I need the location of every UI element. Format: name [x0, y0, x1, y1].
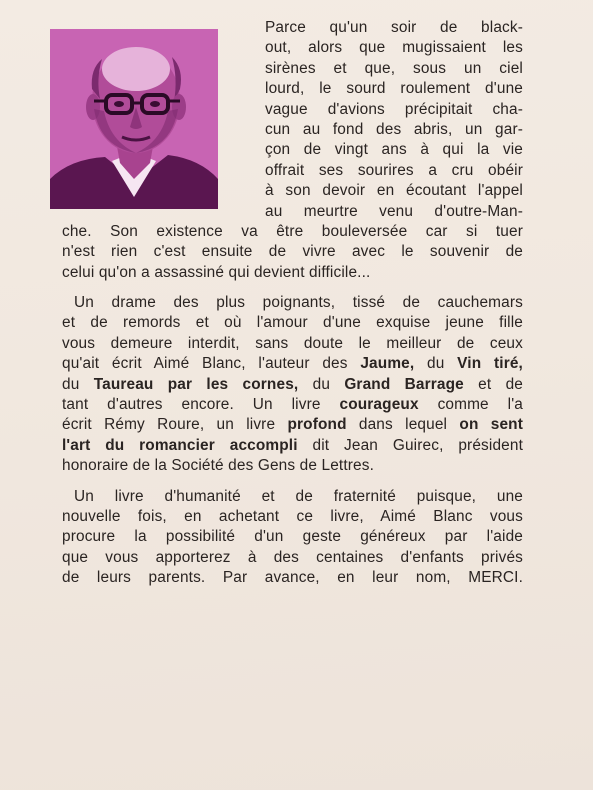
- text-line: honoraire de la Société des Gens de Lettres.: [62, 457, 375, 475]
- text-run: du: [298, 375, 345, 393]
- bold-courageux: courageux: [339, 396, 419, 414]
- paragraph-gap: [62, 283, 523, 293]
- text-run: comme l'a: [437, 396, 524, 414]
- paragraph-gap: [62, 477, 523, 487]
- text-run: dans lequel: [346, 416, 460, 434]
- bold-art-du-romancier: l'art du romancier accompli: [62, 436, 298, 454]
- text-line: que vous apporterez à des centaines d'enfants privés: [62, 548, 523, 566]
- text-line: Un drame des plus poignants, tissé de cauchemars: [74, 294, 523, 312]
- text-line: out, alors que mugissaient les: [265, 39, 523, 57]
- text-line: celui qu'on a assassiné qui devient difficile...: [62, 263, 371, 281]
- text-line: au meurtre venu d'outre-Man-: [265, 202, 523, 220]
- text-line: [62, 436, 523, 456]
- book-title-vin-tire: Vin tiré,: [457, 355, 523, 373]
- book-title-taureau: Taureau par les cornes,: [93, 375, 299, 393]
- text-line: de leurs parents. Par avance, en leur nom, MERCI.: [62, 569, 523, 587]
- text-line: lourd, le sourd roulement d'une: [265, 80, 523, 98]
- text-run: tant d'autres encore. Un livre: [62, 396, 321, 414]
- bold-profond: profond: [287, 416, 347, 434]
- text-run: dit Jean Guirec, président: [297, 436, 523, 454]
- text-line: Un livre d'humanité et de fraternité puisque, une: [74, 487, 523, 505]
- text-line: offrait ses sourires a cru obéir: [265, 161, 523, 179]
- text-line: [62, 375, 523, 395]
- text-run: du: [414, 355, 458, 373]
- text-line: et de remords et où l'amour d'une exquise jeune fille: [62, 314, 523, 332]
- text-run: qu'ait écrit Aimé Blanc, l'auteur des: [62, 355, 361, 373]
- text-line: Parce qu'un soir de black-: [265, 19, 523, 36]
- text-line: procure la possibilité d'un geste généreux par l'aide: [62, 528, 523, 546]
- text-line: che. Son existence va être bouleversée car si tuer: [62, 222, 523, 240]
- text-line: nouvelle fois, en achetant ce livre, Aimé Blanc vous: [62, 507, 523, 525]
- text-line: vague d'avions précipitait cha-: [265, 100, 523, 118]
- book-title-grand-barrage: Grand Barrage: [344, 375, 464, 393]
- book-title-jaume: Jaume,: [360, 355, 415, 373]
- text-run: écrit Rémy Roure, un livre: [62, 416, 288, 434]
- back-cover-text: [62, 18, 523, 589]
- text-line: n'est rien c'est ensuite de vivre avec le souvenir de: [62, 243, 523, 261]
- text-line: sirènes et que, sous un ciel: [265, 59, 523, 77]
- bold-on-sent: on sent: [459, 416, 524, 434]
- text-line: çon de vingt ans à qui la vie: [265, 141, 523, 159]
- text-line: [62, 415, 523, 435]
- text-line: vous demeure interdit, sans doute le meilleur de ceux: [62, 334, 523, 352]
- text-run: du: [62, 375, 94, 393]
- text-line: [62, 395, 523, 415]
- text-line: à son devoir en écoutant l'appel: [265, 182, 523, 200]
- text-line: [62, 354, 523, 374]
- text-line: cun au fond des abris, un gar-: [265, 120, 523, 138]
- text-run: et de: [463, 375, 523, 393]
